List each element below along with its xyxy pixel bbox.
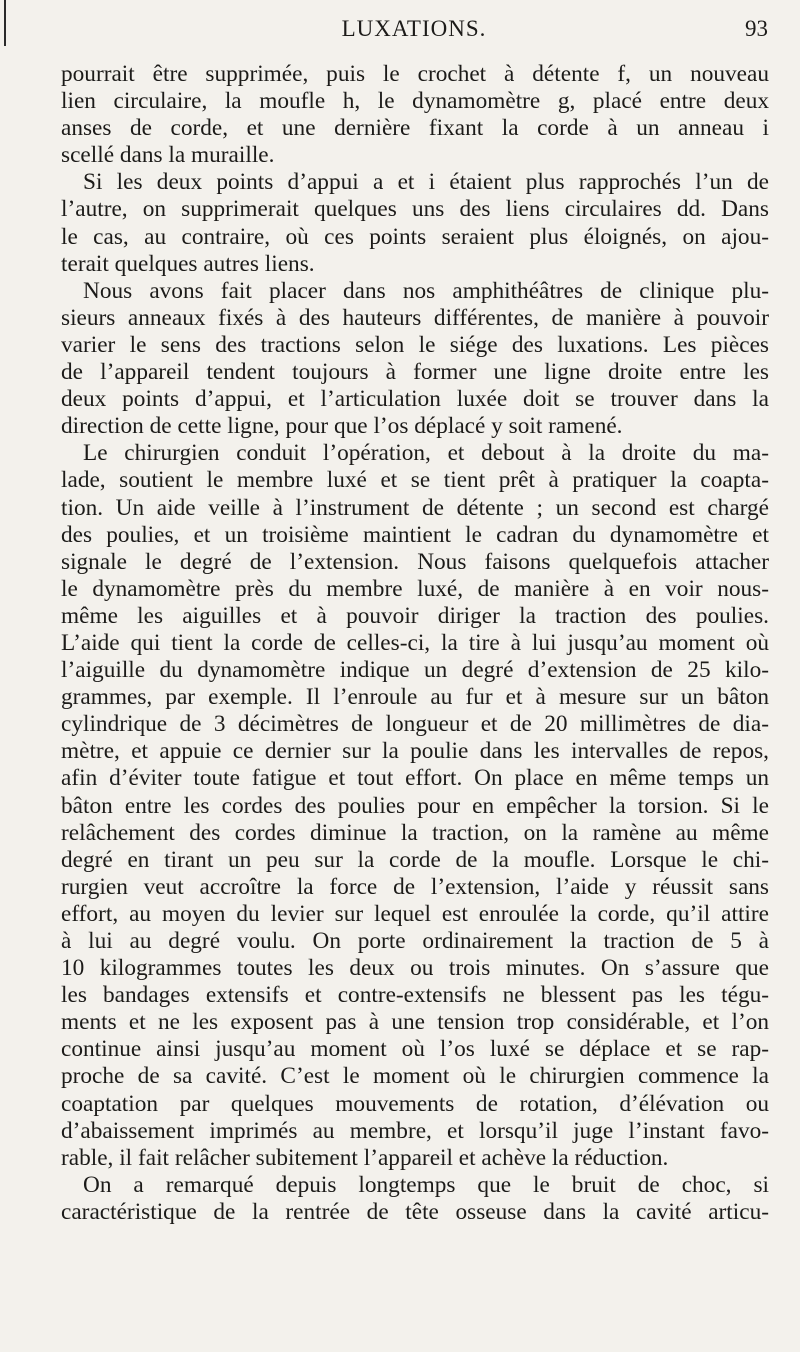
- text-line: le cas, au contraire, où ces points seraient plus éloignés, on ajou-: [61, 223, 769, 250]
- body-text: [61, 61, 769, 1226]
- text-line: effort, au moyen du levier sur lequel est enroulée la corde, qu’il attire: [61, 900, 769, 927]
- text-line: des poulies, et un troisième maintient le cadran du dynamomètre et: [61, 521, 769, 548]
- text-line: à lui au degré voulu. On porte ordinairement la traction de 5 à: [61, 928, 769, 954]
- text-line: d’abaissement imprimés au membre, et lorsqu’il juge l’instant favo-: [61, 1117, 769, 1144]
- page-edge-mark: [4, 0, 6, 46]
- text-line: ments et ne les exposent pas à une tension trop considérable, et l’on: [61, 1009, 769, 1036]
- text-line: deux points d’appui, et l’articulation luxée doit se trouver dans la: [61, 386, 769, 413]
- text-line: degré en tirant un peu sur la corde de la moufle. Lorsque le chi-: [61, 846, 769, 873]
- text-line: afin d’éviter toute fatigue et tout effort. On place en même temps un: [61, 765, 769, 792]
- text-line: grammes, par exemple. Il l’enroule au fur et à mesure sur un bâton: [61, 684, 769, 711]
- text-line: Si les deux points d’appui a et i étaient plus rapprochés l’un de: [83, 169, 769, 196]
- text-line: cylindrique de 3 décimètres de longueur et de 20 millimètres de dia-: [61, 711, 769, 738]
- running-title: LUXATIONS.: [341, 16, 487, 41]
- text-line: rurgien veut accroître la force de l’extension, l’aide y réussit sans: [61, 873, 769, 900]
- text-line: continue ainsi jusqu’au moment où l’os luxé se déplace et se rap-: [61, 1036, 769, 1063]
- text-line: L’aide qui tient la corde de celles-ci, la tire à lui jusqu’au moment où: [61, 629, 769, 656]
- text-line: tion. Un aide veille à l’instrument de détente ; un second est chargé: [61, 494, 769, 521]
- text-line: lien circulaire, la moufle h, le dynamomètre g, placé entre deux: [61, 88, 769, 115]
- page-number: 93: [745, 16, 768, 41]
- text-line: pourrait être supprimée, puis le crochet à détente f, un nouveau: [61, 61, 769, 87]
- text-line: bâton entre les cordes des poulies pour en empêcher la torsion. Si le: [61, 792, 769, 819]
- text-line: coaptation par quelques mouvements de rotation, d’élévation ou: [61, 1090, 769, 1117]
- text-line: signale le degré de l’extension. Nous faisons quelquefois attacher: [61, 548, 769, 575]
- text-line: lade, soutient le membre luxé et se tient prêt à pratiquer la coapta-: [61, 467, 769, 494]
- text-line: l’aiguille du dynamomètre indique un degré d’extension de 25 kilo-: [61, 657, 769, 684]
- text-line: direction de cette ligne, pour que l’os déplacé y soit ramené.: [61, 413, 623, 440]
- text-line: caractéristique de la rentrée de tête osseuse dans la cavité articu-: [61, 1198, 769, 1225]
- text-line: les bandages extensifs et contre-extensifs ne blessent pas les tégu-: [61, 982, 769, 1009]
- text-line: mètre, et appuie ce dernier sur la poulie dans les intervalles de repos,: [61, 738, 769, 765]
- text-line: varier le sens des tractions selon le siége des luxations. Les pièces: [61, 331, 769, 358]
- text-line: Nous avons fait placer dans nos amphithéâtres de clinique plu-: [83, 277, 769, 304]
- text-line: On a remarqué depuis longtemps que le bruit de choc, si: [83, 1171, 769, 1198]
- text-line: sieurs anneaux fixés à des hauteurs différentes, de manière à pouvoir: [61, 304, 769, 331]
- text-line: terait quelques autres liens.: [61, 250, 315, 277]
- text-line: l’autre, on supprimerait quelques uns des liens circulaires dd. Dans: [61, 196, 769, 223]
- text-line: rable, il fait relâcher subitement l’appareil et achève la réduction.: [61, 1144, 669, 1171]
- text-line: de l’appareil tendent toujours à former une ligne droite entre les: [61, 359, 769, 386]
- text-line: 10 kilogrammes toutes les deux ou trois minutes. On s’assure que: [61, 955, 769, 982]
- text-line: même les aiguilles et à pouvoir diriger la traction des poulies.: [61, 602, 769, 629]
- text-line: relâchement des cordes diminue la traction, on la ramène au même: [61, 819, 769, 846]
- page-header: [60, 16, 768, 56]
- text-line: le dynamomètre près du membre luxé, de manière à en voir nous-: [61, 575, 769, 602]
- text-line: proche de sa cavité. C’est le moment où le chirurgien commence la: [61, 1063, 769, 1090]
- text-line: anses de corde, et une dernière fixant la corde à un anneau i: [61, 115, 769, 142]
- text-line: scellé dans la muraille.: [61, 142, 275, 169]
- text-line: Le chirurgien conduit l’opération, et debout à la droite du ma-: [83, 440, 769, 467]
